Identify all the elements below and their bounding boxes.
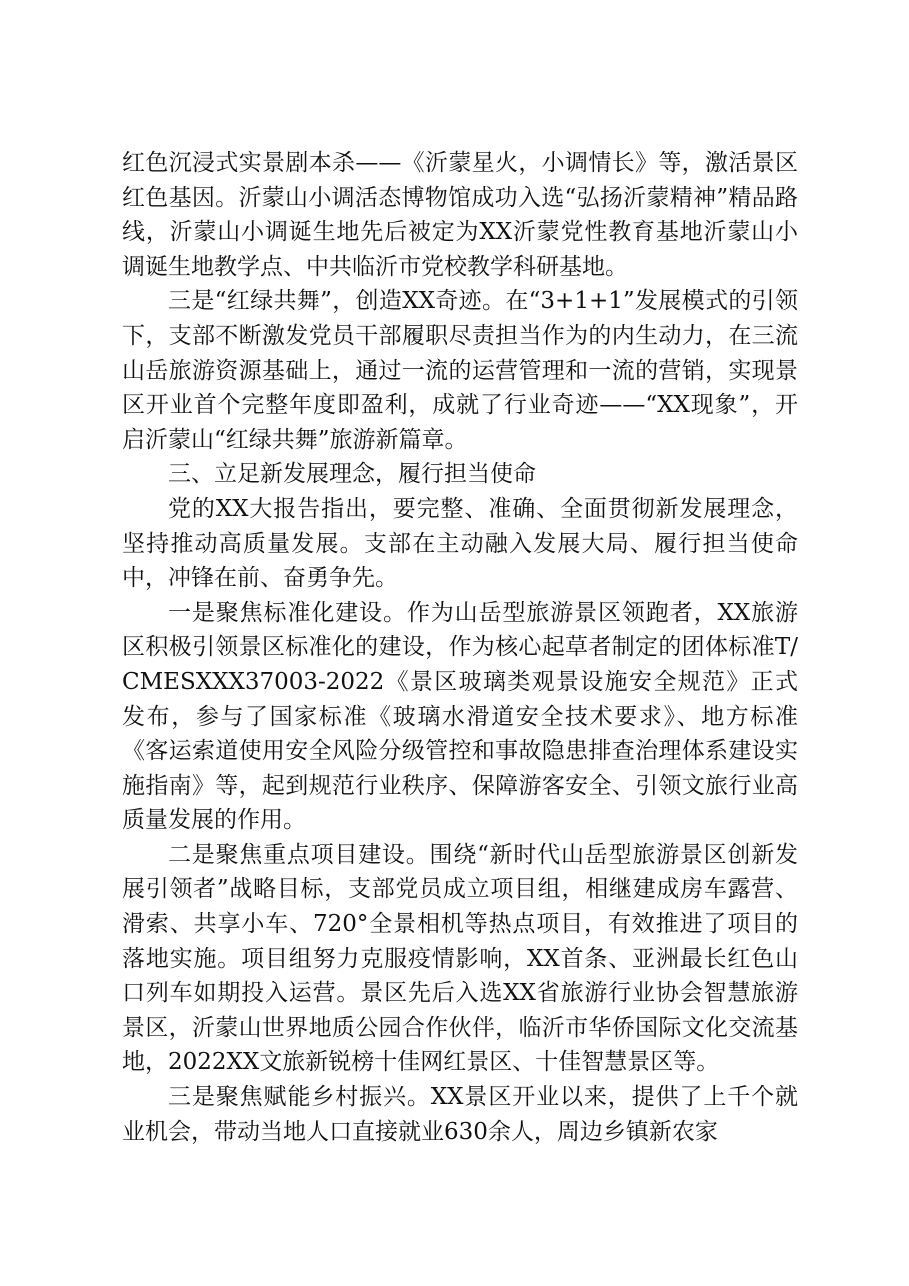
paragraph: 一是聚焦标准化建设。作为山岳型旅游景区领跑者，XX旅游区积极引领景区标准化的建设，作为核心起草者制定的团体标准T/CMESXXX37003-2022《景区玻璃类观景设施安全规范》正式发布，参与了国家标准《玻璃水滑道安全技术要求》、地方标准《客运索道使用安全风险分级管控和事故隐患排查治理体系建设实施指南》等，起到规范行业秩序、保障游客安全、引领文旅行业高质量发展的作用。	[122, 599, 798, 834]
section-heading: 三、立足新发展理念，履行担当使命	[168, 461, 536, 488]
paragraph: 党的XX大报告指出，要完整、准确、全面贯彻新发展理念，坚持推动高质量发展。支部在主动融入发展大局、履行担当使命中，冲锋在前、奋勇争先。	[122, 495, 798, 592]
document-body	[122, 146, 798, 1149]
paragraph: 三是“红绿共舞”，创造XX奇迹。在“3+1+1”发展模式的引领下，支部不断激发党员干部履职尽责担当作为的内生动力，在三流山岳旅游资源基础上，通过一流的运营管理和一流的营销，实现景区开业首个完整年度即盈利，成就了行业奇迹——“XX现象”，开启沂蒙山“红绿共舞”旅游新篇章。	[122, 288, 798, 453]
paragraph: 三是聚焦赋能乡村振兴。XX景区开业以来，提供了上千个就业机会，带动当地人口直接就业630余人，周边乡镇新农家	[122, 1084, 798, 1145]
paragraph: 红色沉浸式实景剧本杀——《沂蒙星火，小调情长》等，激活景区红色基因。沂蒙山小调活态博物馆成功入选“弘扬沂蒙精神”精品路线，沂蒙山小调诞生地先后被定为XX沂蒙党性教育基地沂蒙山小调诞生地教学点、中共临沂市党校教学科研基地。	[122, 150, 798, 280]
paragraph: 二是聚焦重点项目建设。围绕“新时代山岳型旅游景区创新发展引领者”战略目标，支部党员成立项目组，相继建成房车露营、滑索、共享小车、720°全景相机等热点项目，有效推进了项目的落地实施。项目组努力克服疫情影响，XX首条、亚洲最长红色山口列车如期投入运营。景区先后入选XX省旅游行业协会智慧旅游景区，沂蒙山世界地质公园合作伙伴，临沂市华侨国际文化交流基地，2022XX文旅新锐榜十佳网红景区、十佳智慧景区等。	[122, 841, 798, 1076]
